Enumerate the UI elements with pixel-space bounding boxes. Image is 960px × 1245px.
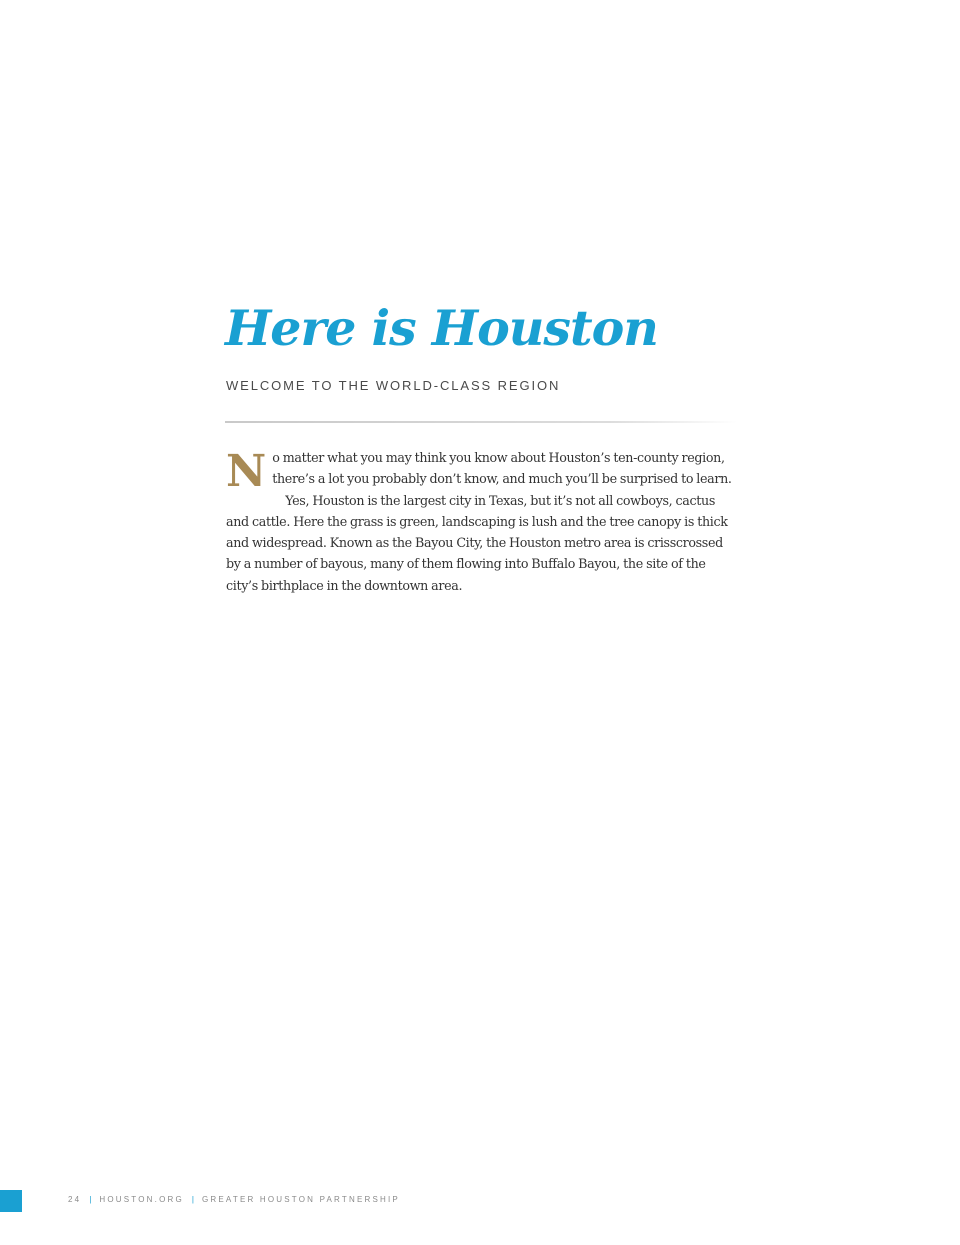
page-footer <box>68 1195 400 1204</box>
footer-separator: | <box>191 1195 194 1204</box>
article-body <box>226 447 732 596</box>
drop-cap: N <box>226 446 267 497</box>
page-title: Here is Houston <box>225 299 658 357</box>
footer-website: HOUSTON.ORG <box>99 1195 184 1204</box>
page-number: 24 <box>68 1195 82 1204</box>
page-subtitle: WELCOME TO THE WORLD-CLASS REGION <box>226 378 561 393</box>
paragraph-intro <box>226 446 732 497</box>
footer-accent-square <box>0 1190 22 1212</box>
divider-rule <box>225 421 737 423</box>
paragraph-intro-text: o matter what you may think you know about Houston’s ten-county region, there’s a lot you probably don’t know, and much you’ll be surprised to learn. <box>272 450 732 487</box>
paragraph-body: Yes, Houston is the largest city in Texas, but it’s not all cowboys, cactus and cattle. Here the grass is green, landscaping is lush and the tree canopy is thick and widespread. Known as the Bayou City, the Houston metro area is crisscrossed by a number of bayous, many of them flowing into Buffalo Bayou, the site of the city’s birthplace in the downtown area. <box>226 492 728 593</box>
footer-organization: GREATER HOUSTON PARTNERSHIP <box>201 1195 400 1204</box>
footer-separator: | <box>89 1195 92 1204</box>
